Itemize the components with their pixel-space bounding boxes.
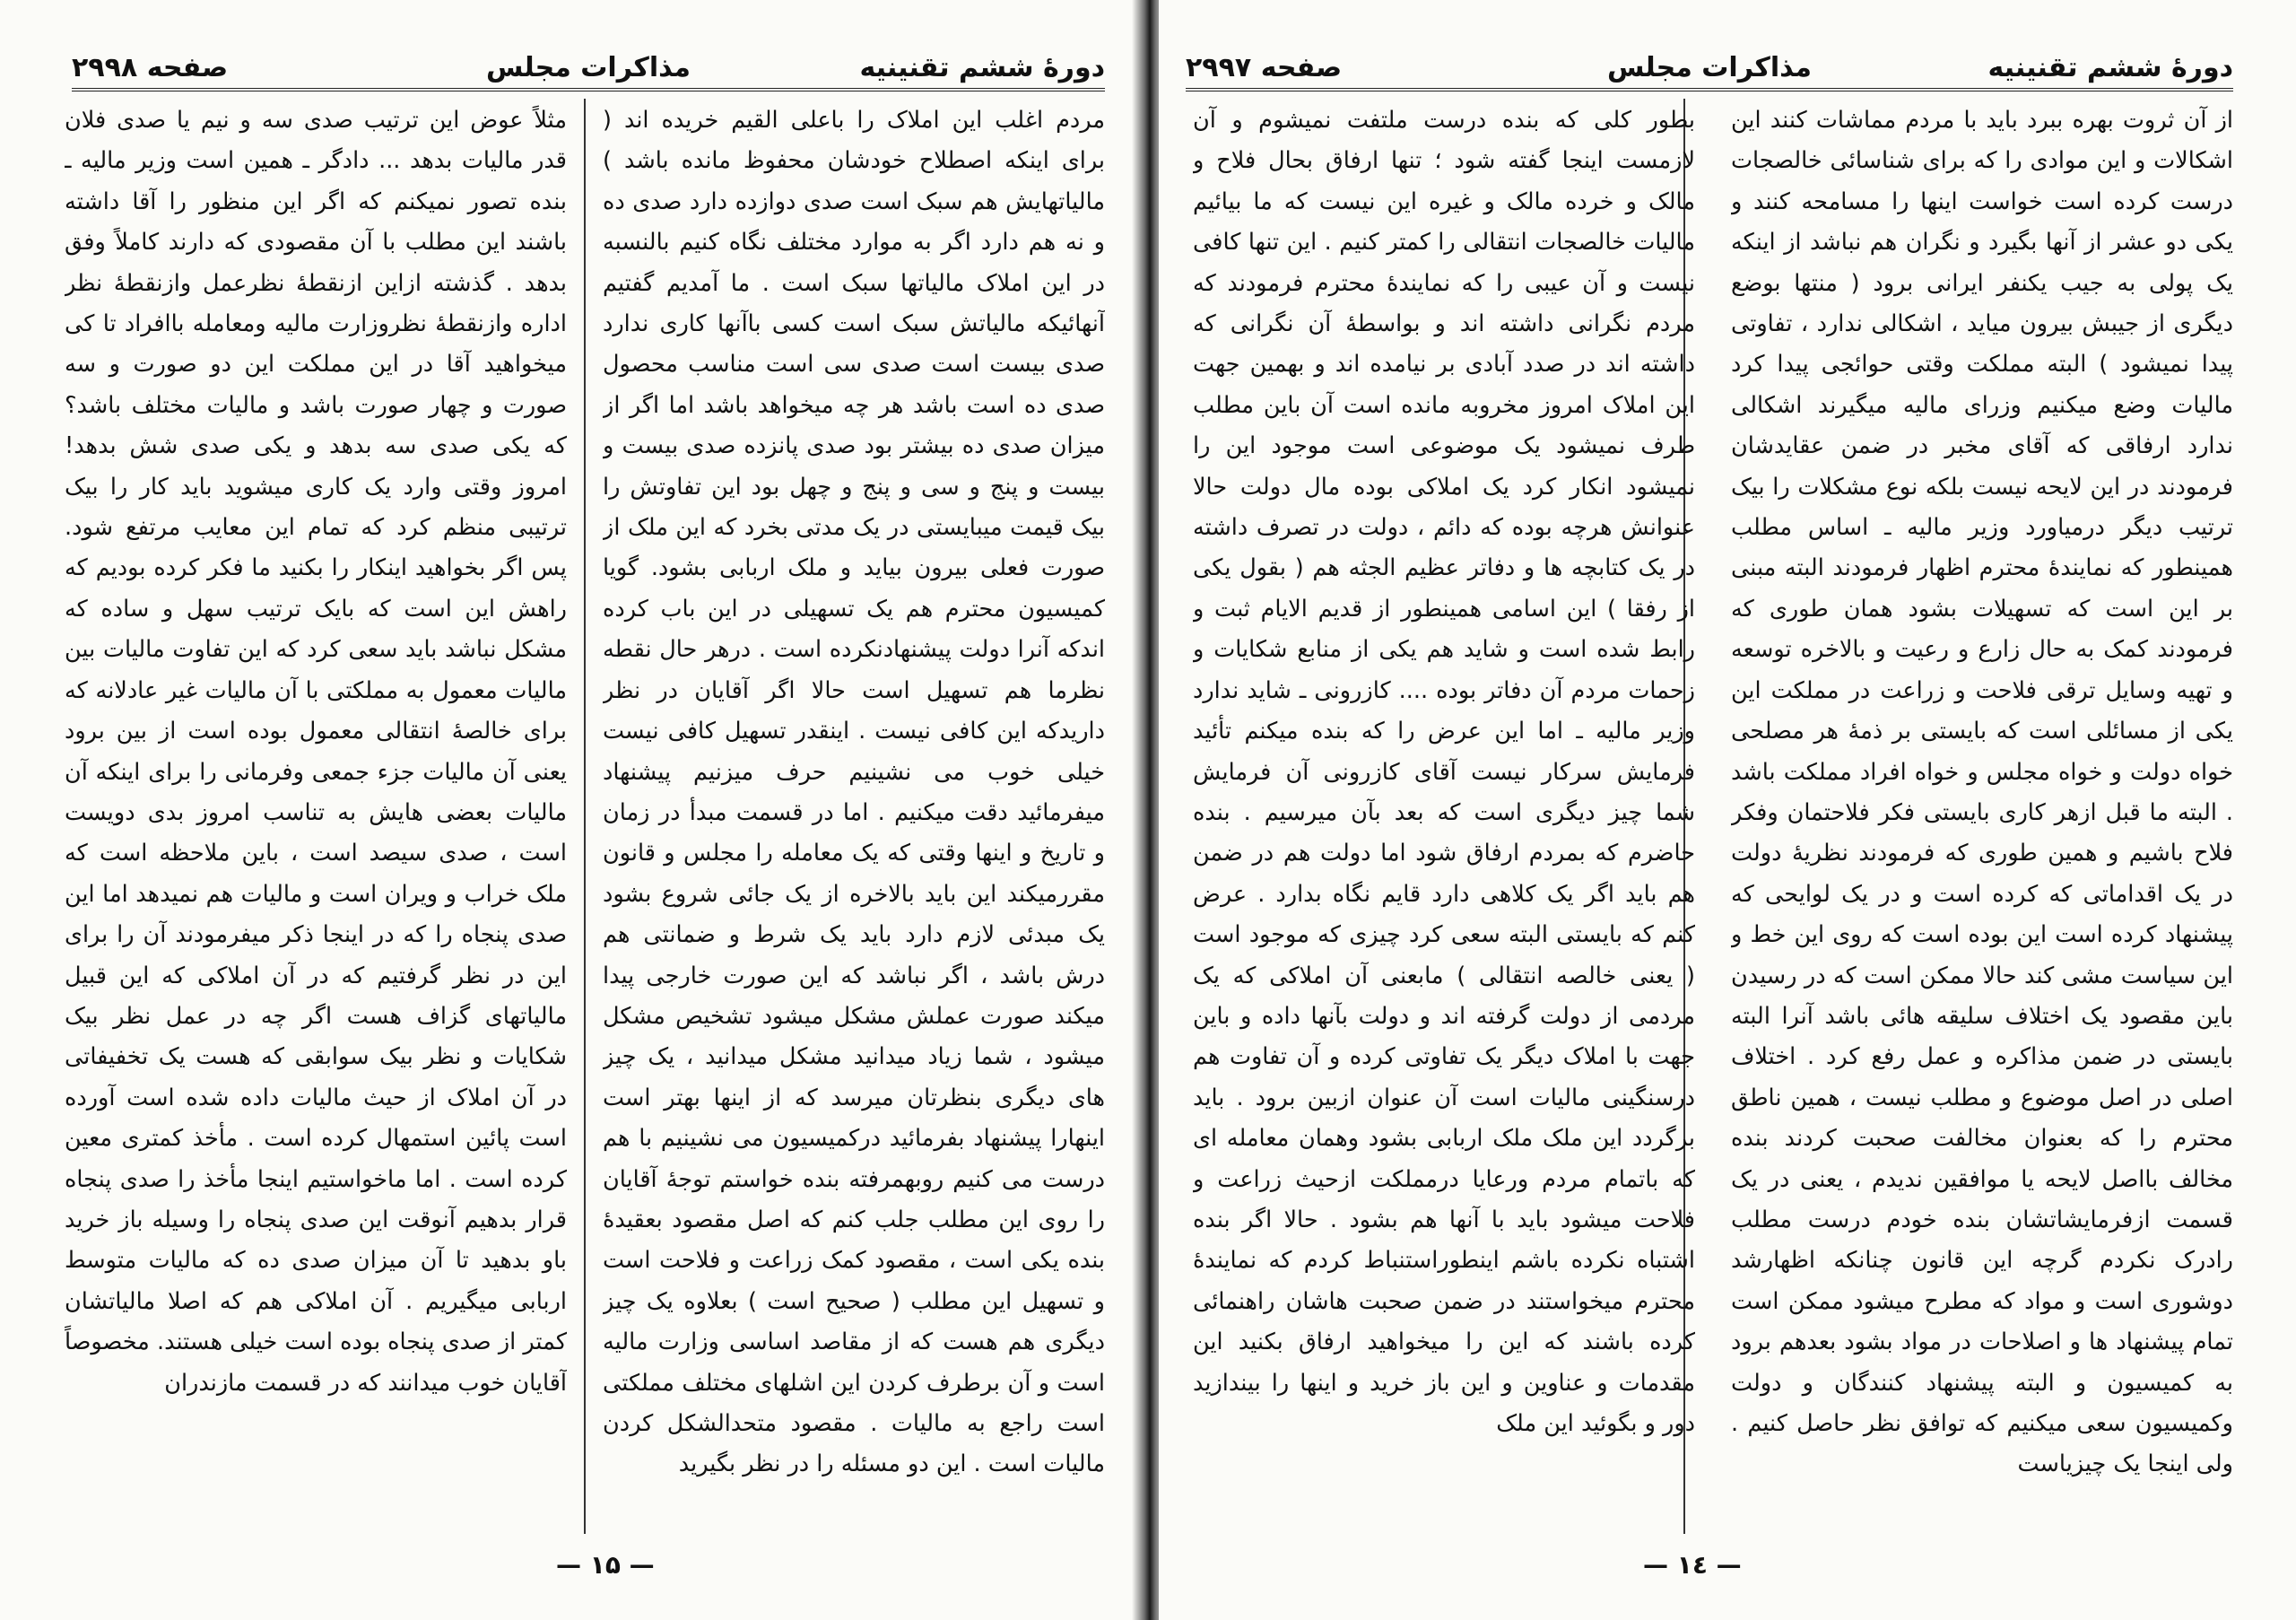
text-column-right	[1731, 100, 2233, 1536]
page-footer-number: — ۱۵ —	[556, 1550, 655, 1580]
text-column-left	[1193, 100, 1695, 1536]
text-column-left	[65, 100, 567, 1536]
page-number-label: صفحه ۲۹۹۸	[72, 52, 229, 83]
header-title: مذاکرات مجلس	[1606, 52, 1813, 83]
left-page	[0, 0, 1141, 1620]
column-text: بطور کلی که بنده درست ملتفت نمیشوم و آن لازمست اینجا گفته شود ؛ تنها ارفاق بحال فلاح و مالک و خرده مالک و غیره این نیست که ما بیائیم مالیات خالصجات انتقالی را کمتر کنیم . این تنها کافی نیست و آن عیبی را که نمایندهٔ محترم فرمودند که مردم نگرانی داشته اند و بواسطهٔ آن نگرانی که داشته اند در صدد آبادی بر نیامده اند و بهمین جهت این املاک امروز مخروبه مانده است آن باین مطلب طرف نمیشود یک موضوعی است موجود این را نمیشود انکار کرد یک املاکی بوده مال دولت حالا عنوانش هرچه بوده که دائم ، دولت در تصرف داشته در یک کتابچه ها و دفاتر عظیم الجثه هم ( بقول یکی از رفقا ) این اسامی همینطور از قدیم الایام ثبت و رابط شده است و شاید هم یکی از منابع شکایات و زحمات مردم آن دفاتر بوده .... کازرونی ـ شاید ندارد وزیر مالیه ـ اما این عرض را که بنده میکنم تأئید فرمایش سرکار نیست آقای کازرونی آن فرمایش شما چیز دیگری است که بعد بآن میرسیم . بنده حاضرم که بمردم ارفاق شود اما دولت هم در ضمن هم باید اگر یک کلاهی دارد قایم نگاه بدارد . عرض کنم که بایستی البته سعی کرد چیزی که موجود است ( یعنی خالصه انتقالی ) مابعنی آن املاکی که یک مردمی از دولت گرفته اند و دولت بآنها داده و باین جهت با املاک دیگر یک تفاوتی کرده و آن تفاوت هم درسنگینی مالیات است آن عنوان ازبین برود . باید برگردد این ملک ملک اربابی بشود وهمان معامله ای که باتمام مردم ورعایا درمملکت ازحیث زراعت و فلاحت میشود باید با آنها هم بشود . حالا اگر بنده اشتباه نکرده باشم اینطوراستنباط کردم که نمایندهٔ محترم میخواستند در ضمن صحبت هاشان راهنمائی کرده باشند که این را میخواهید ارفاق بکنید این مقدمات و عناوین و این باز خرید و اینها را بیندازید دور و بگوئید این ملک	[1193, 107, 1695, 1437]
column-text: مثلاً عوض این ترتیب صدی سه و نیم یا صدی فلان قدر مالیات بدهد ... دادگر ـ همین است وزیر مالیه ـ بنده تصور نمیکنم که اگر این منظور را آقا داشته باشند این مطلب با آن مقصودی که دارند کاملاً وفق بدهد . گذشته ازاین ازنقطهٔ نظرعمل وازنقطهٔ نظر اداره وازنقطهٔ نظروزارت مالیه ومعامله باافراد تا کی میخواهید آقا در این مملکت این دو صورت و سه صورت و چهار صورت باشد و مالیات مختلف باشد؟ که یکی صدی سه بدهد و یکی صدی شش بدهد! امروز وقتی وارد یک کاری میشوید باید کار را بیک ترتیبی منظم کرد که تمام این معایب مرتفع شود. پس اگر بخواهید اینکار را بکنید ما فکر کرده بودیم که راهش این است که بایک ترتیب سهل و ساده که مشکل نباشد باید سعی کرد که این تفاوت مالیات بین مالیات معمول به مملکتی با آن مالیات غیر عادلانه که برای خالصهٔ انتقالی معمول بوده است از بین برود یعنی آن مالیات جزء جمعی وفرمانی را برای اینکه آن مالیات بعضی هایش به تناسب امروز بدی دویست است ، صدی سیصد است ، باین ملاحظه است که ملک خراب و ویران است و مالیات هم نمیدهد اما این صدی پنجاه را که در اینجا ذکر میفرمودند آن را برای این در نظر گرفتیم که در آن املاکی که این قبیل مالیاتهای گزاف هست اگر چه در عمل نظر بیک شکایات و نظر بیک سوابقی که هست یک تخفیفاتی در آن املاک از حیث مالیات داده شده است آورده است پائین استمهال کرده است . مأخذ کمتری معین کرده است . اما ماخواستیم اینجا مأخذ را صدی پنجاه قرار بدهیم آنوقت این صدی پنجاه را وسیله باز خرید باو بدهید تا آن میزان صدی ده که مالیات متوسط اربابی میگیریم . آن املاکی هم که اصلا مالیاتشان کمتر از صدی پنجاه بوده است خیلی هستند. مخصوصاً آقایان خوب میدانند که در قسمت مازندران	[65, 107, 567, 1397]
volume-label: دورهٔ ششم تقنینیه	[1987, 52, 2233, 83]
column-text: مردم اغلب این املاک را باعلی القیم خریده اند ( برای اینکه اصطلاح خودشان محفوظ مانده باشد ) مالیاتهایش هم سبک است صدی دوازده دارد صدی ده و نه هم دارد اگر به موارد مختلف نگاه کنیم بالنسبه در این املاک مالیاتها سبک است . ما آمدیم گفتیم آنهائیکه مالیاتش سبک است کسی باآنها کاری ندارد صدی بیست است صدی سی است مناسب محصول صدی ده است باشد هر چه میخواهد باشد اما اگر از میزان صدی ده بیشتر بود صدی پانزده صدی بیست و بیست و پنج و سی و پنج و چهل بود این تفاوتش را بیک قیمت میبایستی در یک مدتی بخرد که این ملک از صورت فعلی بیرون بیاید و ملک اربابی بشود. گویا کمیسیون محترم هم یک تسهیلی در این باب کرده اندکه آنرا دولت پیشنهادنکرده است . درهر حال نقطه نظرما هم تسهیل است حالا اگر آقایان در نظر داریدکه این کافی نیست . اینقدر تسهیل کافی نیست خیلی خوب می نشینیم حرف میزنیم پیشنهاد میفرمائید دقت میکنیم . اما در قسمت مبدأ در زمان و تاریخ و اینها وقتی که یک معامله را مجلس و قانون مقررمیکند این باید بالاخره از یک جائی شروع بشود یک مبدئی لازم دارد باید یک شرط و ضمانتی هم درش باشد ، اگر نباشد که این صورت خارجی پیدا میکند صورت عملش مشکل میشود تشخیص مشکل میشود ، شما زیاد میدانید مشکل میدانید ، یک چیز های دیگری بنظرتان میرسد که از اینها بهتر است اینهارا پیشنهاد بفرمائید درکمیسیون می نشینیم با هم درست می کنیم روبهمرفته بنده خواستم توجهٔ آقایان را روی این مطلب جلب کنم که اصل مقصود بعقیدهٔ بنده یکی است ، مقصود کمک زراعت و فلاحت است و تسهیل این مطلب ( صحیح است ) بعلاوه یک چیز دیگری هم هست که از مقاصد اساسی وزارت مالیه است و آن برطرف کردن این اشلهای مختلف مملکتی است راجع به مالیات . مقصود متحدالشکل کردن مالیات است . این دو مسئله را در نظر بگیرید	[603, 107, 1105, 1478]
column-text: از آن ثروت بهره ببرد باید با مردم مماشات کنند این اشکالات و این موادی را که برای شناسائی خالصجات درست کرده است خواست اینها را مسامحه کنند و یکی دو عشر از آنها بگیرد و نگران هم نباشد از اینکه یک پولی به جیب یکنفر ایرانی برود ( منتها بوضع دیگری از جیبش بیرون میاید ، اشکالی ندارد ، تفاوتی پیدا نمیشود ) البته مملکت وقتی حوائجی پیدا کرد مالیات وضع میکنیم وزرای مالیه میگیرند اشکالی ندارد ارفاقی که آقای مخبر در ضمن عقایدشان فرمودند در این لایحه نیست بلکه نوع مشکلات را بیک ترتیب دیگر درمیاورد وزیر مالیه ـ اساس مطلب همینطور که نمایندهٔ محترم اظهار فرمودند البته مبنی بر این است که تسهیلات بشود همان طوری که فرمودند کمک به حال زارع و رعیت و بالاخره توسعه و تهیه وسایل ترقی فلاحت و زراعت در مملکت این یکی از مسائلی است که بایستی بر ذمهٔ هر مصلحی خواه دولت و خواه مجلس و خواه افراد مملکت باشد . البته ما قبل ازهر کاری بایستی فکر فلاحتمان وفکر فلاح باشیم و همین طوری که فرمودند نظریهٔ دولت در یک اقداماتی که کرده است و در یک لوایحی که پیشنهاد کرده است این بوده است که روی این خط و این سیاست مشی کند حالا ممکن است که در رسیدن باین مقصود یک اختلاف سلیقه هائی باشد آنرا البته بایستی در ضمن مذاکره و عمل رفع کرد . اختلاف اصلی در اصل موضوع و مطلب نیست ، همین ناطق محترم را که بعنوان مخالفت صحبت کردند بنده مخالف بااصل لایحه یا موافقین ندیدم ، یعنی در یک قسمت ازفرمایشاتشان بنده خودم درست مطلب رادرک نکردم گرچه این قانون چنانکه اظهارشد دوشوری است و مواد که مطرح میشود ممکن است تمام پیشنهاد ها و اصلاحات در مواد بشود بعدهم برود به کمیسیون و البته پیشنهاد کنندگان و دولت وکمیسیون سعی میکنیم که توافق نظر حاصل کنیم . ولی اینجا یک چیزیاست	[1731, 107, 2233, 1478]
page-header	[1186, 47, 2233, 91]
page-header	[72, 47, 1105, 91]
right-page	[1159, 0, 2296, 1620]
text-column-right	[603, 100, 1105, 1536]
header-title: مذاكرات مجلس	[485, 52, 691, 83]
volume-label: دورهٔ ششم تقنينيه	[859, 52, 1105, 83]
page-number-label: صفحه ۲۹۹۷	[1186, 52, 1343, 83]
page-footer-number: — ۱٤ —	[1643, 1550, 1742, 1580]
column-divider	[584, 99, 586, 1534]
